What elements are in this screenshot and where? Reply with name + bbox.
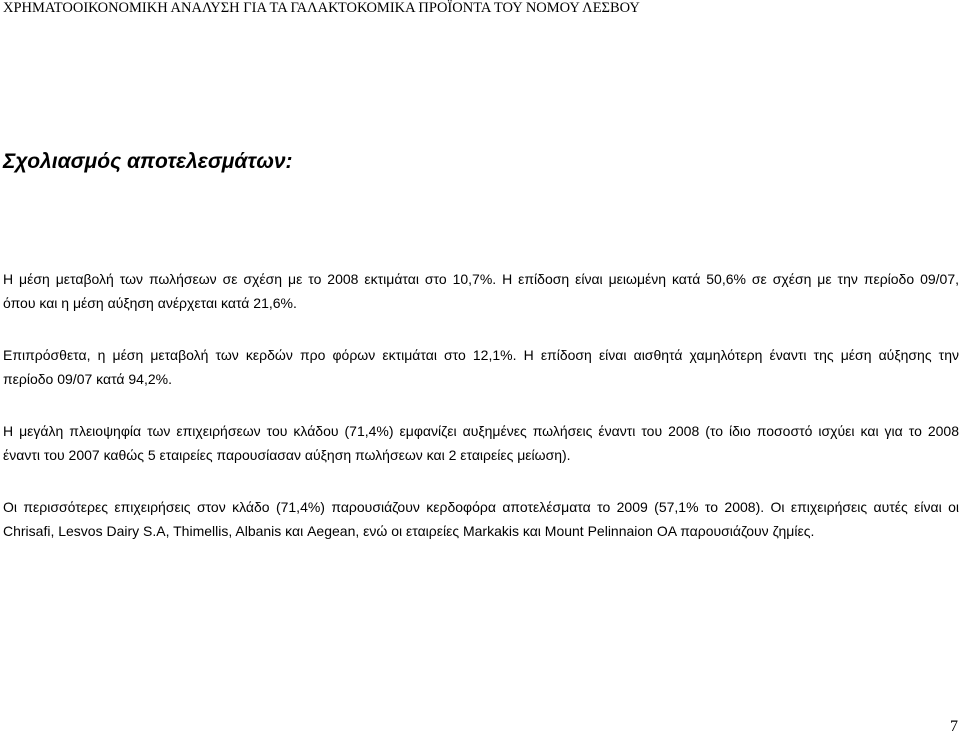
section-title: Σχολιασμός αποτελεσμάτων:	[3, 150, 293, 173]
paragraph-line: όπου και η μέση αύξηση ανέρχεται κατά 21,6%.	[3, 295, 297, 311]
paragraph-profit-change	[3, 343, 959, 391]
paragraph-line: Η μεγάλη πλειοψηφία των επιχειρήσεων του κλάδου (71,4%) εμφανίζει αυξημένες πωλήσεις έναντι του 2008 (το ίδιο ποσοστό ισχύει και για το 2008	[3, 423, 959, 439]
paragraph-line: έναντι του 2007 καθώς 5 εταιρείες παρουσίασαν αύξηση πωλήσεων και 2 εταιρείες μείωση).	[3, 447, 571, 463]
paragraph-sales-change	[3, 267, 959, 315]
paragraph-profitability	[3, 495, 959, 543]
document-header: ΧΡΗΜΑΤΟΟΙΚΟΝΟΜΙΚΗ ΑΝΑΛΥΣΗ ΓΙΑ ΤΑ ΓΑΛΑΚΤΟΚΟΜΙΚΑ ΠΡΟΪΟΝΤΑ ΤΟΥ ΝΟΜΟΥ ΛΕΣΒΟΥ	[3, 0, 640, 16]
paragraph-line: Η μέση μεταβολή των πωλήσεων σε σχέση με το 2008 εκτιμάται στο 10,7%. Η επίδοση είναι μειωμένη κατά 50,6% σε σχέση με την περίοδο 09/07,	[3, 271, 959, 287]
paragraph-sales-majority	[3, 419, 959, 467]
paragraph-line: Επιπρόσθετα, η μέση μεταβολή των κερδών προ φόρων εκτιμάται στο 12,1%. Η επίδοση είναι αισθητά χαμηλότερη έναντι της μέση αύξησης την	[3, 347, 959, 363]
paragraph-line: περίοδο 09/07 κατά 94,2%.	[3, 371, 172, 387]
paragraph-line: Οι περισσότερες επιχειρήσεις στον κλάδο (71,4%) παρουσιάζουν κερδοφόρα αποτελέσματα το 2009 (57,1% το 2008). Οι επιχειρήσεις αυτές είναι οι	[3, 499, 959, 515]
paragraph-line: Chrisafi, Lesvos Dairy S.A, Thimellis, Albanis και Aegean, ενώ οι εταιρείες Markakis και Mount Pelinnaion OA παρουσιάζουν ζημίες.	[3, 523, 815, 539]
page-number: 7	[950, 718, 958, 735]
